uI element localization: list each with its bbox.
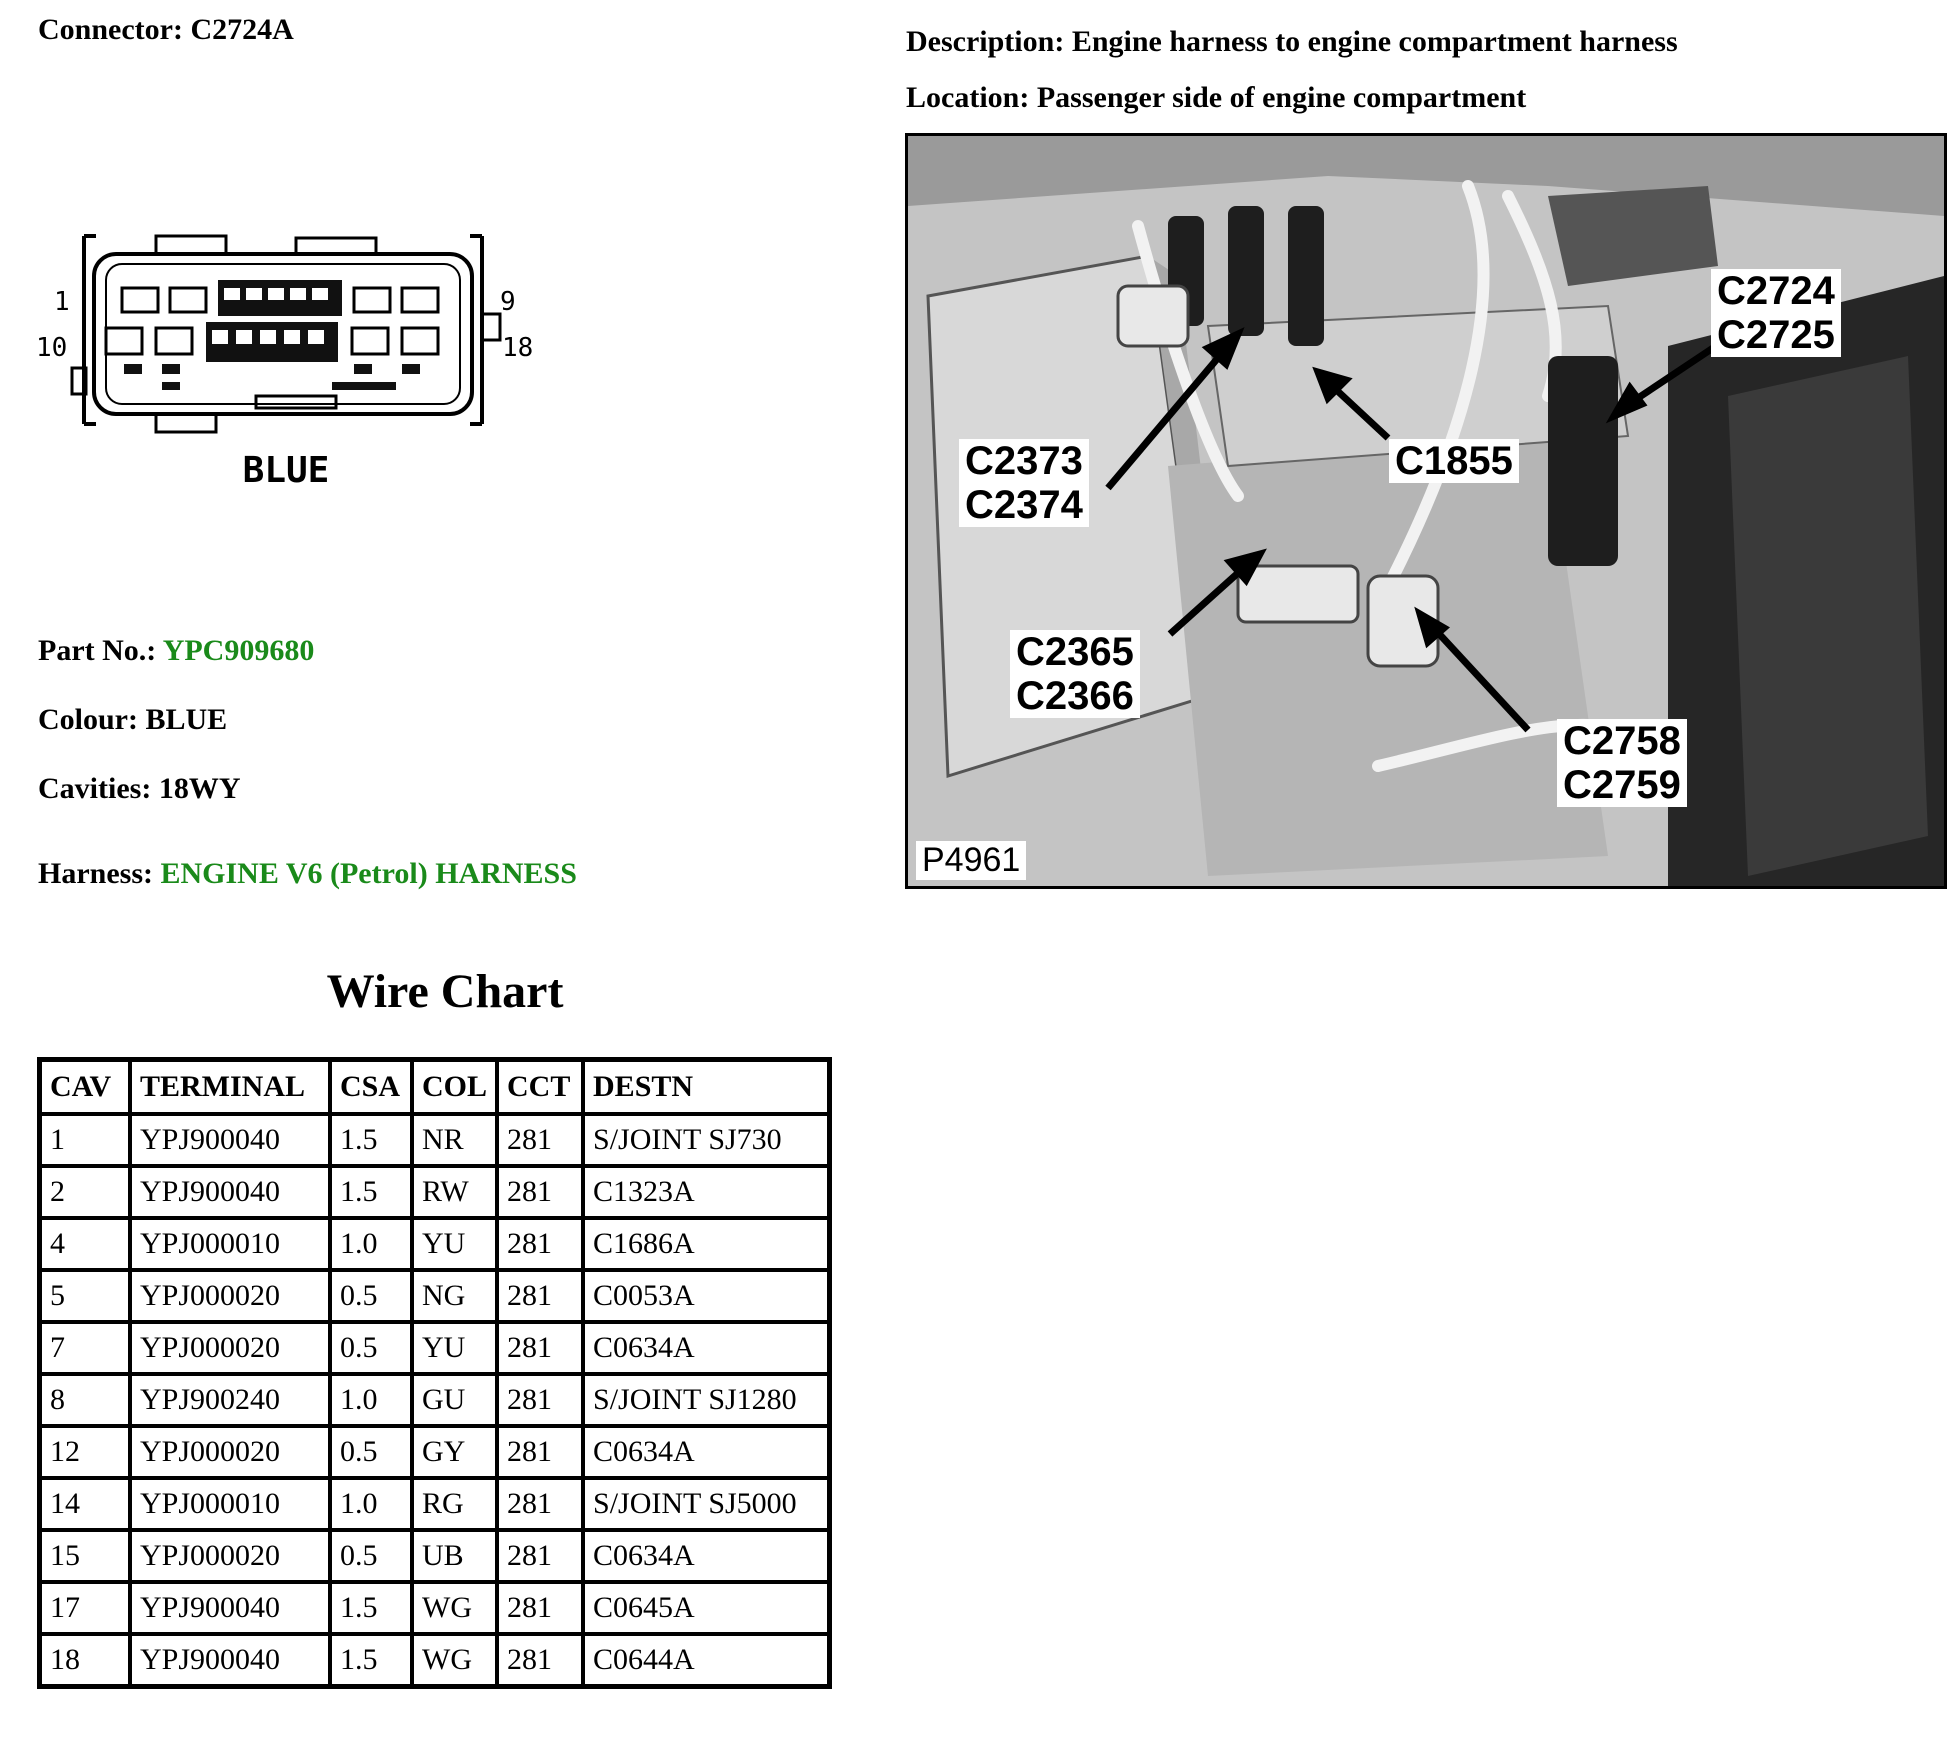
cell-destn: S/JOINT SJ1280 <box>585 1376 827 1428</box>
col-header-csa: CSA <box>332 1062 414 1116</box>
location-value: Passenger side of engine compartment <box>1036 81 1527 114</box>
harness-line <box>38 859 577 889</box>
pin-label-10: 10 <box>36 333 68 363</box>
cell-terminal: YPJ900240 <box>132 1376 332 1428</box>
cell-terminal: YPJ900040 <box>132 1116 332 1168</box>
cell-terminal: YPJ000020 <box>132 1428 332 1480</box>
table-row <box>42 1272 827 1324</box>
cell-cav: 12 <box>42 1428 132 1480</box>
part-no-label: Part No.: <box>38 634 157 667</box>
cell-col: RW <box>414 1168 499 1220</box>
wire-chart-table <box>37 1057 832 1689</box>
colour-label: Colour: <box>38 703 138 736</box>
pin-label-18: 18 <box>502 333 534 363</box>
description-line <box>906 27 1678 57</box>
cell-terminal: YPJ000020 <box>132 1532 332 1584</box>
cell-destn: C0644A <box>593 1643 695 1676</box>
cell-destn: C0634A <box>585 1428 827 1480</box>
cell-destn: S/JOINT SJ730 <box>585 1116 827 1168</box>
table-row <box>42 1376 827 1428</box>
connector-heading <box>38 15 294 45</box>
callout-c2373-c2374: C2373 C2374 <box>959 439 1089 527</box>
cell-col: NG <box>414 1272 499 1324</box>
photo-id: P4961 <box>916 841 1026 880</box>
cell-cct: 281 <box>499 1532 585 1584</box>
cavities-value: 18WY <box>158 772 241 805</box>
cell-terminal: YPJ000020 <box>132 1272 332 1324</box>
cell-destn: C0053A <box>585 1272 827 1324</box>
description-value: Engine harness to engine compartment harness <box>1071 25 1678 58</box>
cell-csa: 0.5 <box>332 1428 414 1480</box>
cell-col: YU <box>414 1220 499 1272</box>
cell-col: NR <box>414 1116 499 1168</box>
cell-cct: 281 <box>499 1220 585 1272</box>
table-row <box>42 1220 827 1272</box>
harness-link[interactable]: ENGINE V6 (Petrol) HARNESS <box>160 857 577 890</box>
cell-cct: 281 <box>499 1376 585 1428</box>
table-row <box>42 1636 827 1684</box>
cell-csa: 0.5 <box>332 1272 414 1324</box>
cell-col: GU <box>414 1376 499 1428</box>
cavities-label: Cavities: <box>38 772 152 805</box>
cell-terminal: YPJ000010 <box>132 1220 332 1272</box>
cell-destn: C1686A <box>585 1220 827 1272</box>
cell-destn: C0634A <box>585 1324 827 1376</box>
cell-destn: C0645A <box>585 1584 827 1636</box>
cell-cct: 281 <box>499 1428 585 1480</box>
connector-label: Connector: <box>38 13 183 46</box>
part-no-line <box>38 636 314 666</box>
cell-cct: 281 <box>499 1168 585 1220</box>
cell-cav: 2 <box>42 1168 132 1220</box>
cell-col: YU <box>414 1324 499 1376</box>
cell-cav: 4 <box>42 1220 132 1272</box>
callout-c2724-c2725: C2724 C2725 <box>1711 269 1841 357</box>
wire-chart-body <box>42 1116 827 1684</box>
table-row <box>42 1324 827 1376</box>
cell-destn: C1323A <box>585 1168 827 1220</box>
part-no-link[interactable]: YPC909680 <box>162 634 315 667</box>
cell-cct: 281 <box>499 1116 585 1168</box>
cell-cav: 17 <box>42 1584 132 1636</box>
col-header-col: COL <box>414 1062 499 1116</box>
cell-cct: 281 <box>499 1584 585 1636</box>
colour-value: BLUE <box>145 703 228 736</box>
cell-cav: 5 <box>42 1272 132 1324</box>
location-line <box>906 83 1526 113</box>
cell-cct: 281 <box>499 1480 585 1532</box>
col-header-destn: DESTN <box>585 1062 827 1116</box>
col-header-terminal: TERMINAL <box>132 1062 332 1116</box>
table-row <box>42 1168 827 1220</box>
description-label: Description: <box>906 25 1065 58</box>
table-row <box>42 1532 827 1584</box>
cell-terminal: YPJ900040 <box>132 1584 332 1636</box>
cell-csa: 0.5 <box>332 1324 414 1376</box>
cell-cct: 281 <box>499 1636 585 1684</box>
wire-chart-title: Wire Chart <box>326 965 564 1018</box>
cell-col: GY <box>414 1428 499 1480</box>
cell-csa: 1.0 <box>332 1220 414 1272</box>
callout-c2365-c2366: C2365 C2366 <box>1010 630 1140 718</box>
table-header-row <box>42 1062 827 1116</box>
col-header-cct: CCT <box>499 1062 585 1116</box>
connector-id: C2724A <box>190 13 294 46</box>
cell-csa: 1.5 <box>332 1116 414 1168</box>
cell-csa: 0.5 <box>332 1532 414 1584</box>
cell-cct: 281 <box>499 1272 585 1324</box>
cell-col: UB <box>414 1532 499 1584</box>
cell-csa: 1.5 <box>332 1636 414 1684</box>
table-row <box>42 1480 827 1532</box>
diagram-colour-caption: BLUE <box>242 450 330 491</box>
cavities-line <box>38 774 240 804</box>
cell-csa: 1.5 <box>332 1584 414 1636</box>
colour-line <box>38 705 227 735</box>
pin-label-1: 1 <box>54 287 70 317</box>
cell-col: RG <box>414 1480 499 1532</box>
location-photo <box>905 133 1947 889</box>
connector-face-diagram <box>36 228 546 498</box>
cell-terminal: YPJ900040 <box>132 1168 332 1220</box>
table-row <box>42 1428 827 1480</box>
cell-col: WG <box>414 1636 499 1684</box>
callout-c1855: C1855 <box>1389 439 1519 483</box>
cell-cav: 1 <box>42 1116 132 1168</box>
cell-destn: C0634A <box>585 1532 827 1584</box>
cell-csa: 1.0 <box>332 1480 414 1532</box>
pin-label-9: 9 <box>500 287 516 317</box>
cell-cav: 8 <box>42 1376 132 1428</box>
cell-col: WG <box>414 1584 499 1636</box>
cell-cav: 15 <box>42 1532 132 1584</box>
location-label: Location: <box>906 81 1030 114</box>
cell-cct: 281 <box>499 1324 585 1376</box>
cell-csa: 1.5 <box>332 1168 414 1220</box>
harness-label: Harness: <box>38 857 153 890</box>
cell-terminal: YPJ900040 <box>132 1636 332 1684</box>
cell-cav: 7 <box>42 1324 132 1376</box>
cell-terminal: YPJ000010 <box>132 1480 332 1532</box>
cell-terminal: YPJ000020 <box>132 1324 332 1376</box>
cell-cav: 14 <box>42 1480 132 1532</box>
table-row <box>42 1584 827 1636</box>
cell-destn: S/JOINT SJ5000 <box>585 1480 827 1532</box>
table-row <box>42 1116 827 1168</box>
callout-c2758-c2759: C2758 C2759 <box>1557 719 1687 807</box>
cell-csa: 1.0 <box>332 1376 414 1428</box>
cell-cav: 18 <box>42 1636 132 1684</box>
col-header-cav: CAV <box>42 1062 132 1116</box>
